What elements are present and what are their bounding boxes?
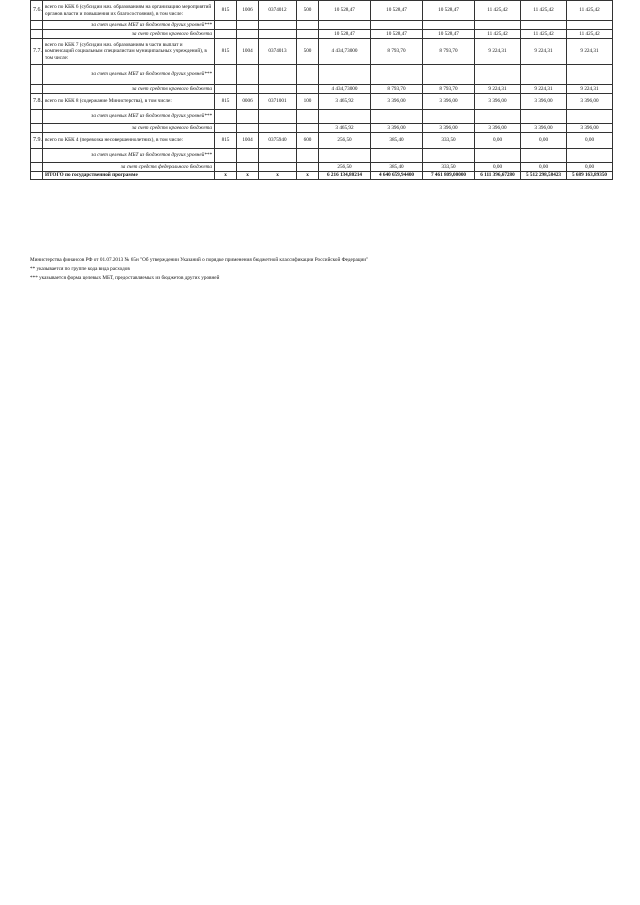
row-number (31, 65, 43, 85)
value-cell: 0,00 (567, 163, 613, 172)
value-cell: 11 425,42 (475, 1, 521, 21)
kbk-code-1: 815 (215, 133, 237, 149)
row-name: за счет целевых МБТ из бюджетов других уровней*** (43, 65, 215, 85)
value-cell: 11 425,42 (521, 1, 567, 21)
value-cell (521, 110, 567, 124)
row-number: 7.7. (31, 39, 43, 65)
kbk-code-4 (297, 110, 319, 124)
kbk-code-1 (215, 110, 237, 124)
table-row (31, 163, 613, 172)
row-number (31, 110, 43, 124)
table-row (31, 149, 613, 163)
kbk-code-1 (215, 21, 237, 30)
row-name: всего по КБК 6 (субсидии нач. образованиям на организацию мероприятий органов власти и повышения их благосостояния), в том числе: (43, 1, 215, 21)
table-row (31, 172, 613, 180)
value-cell (423, 21, 475, 30)
value-cell: 3 396,00 (423, 124, 475, 133)
kbk-code-2: 1004 (237, 39, 259, 65)
value-cell: 3 396,00 (371, 94, 423, 110)
kbk-code-2: 1006 (237, 1, 259, 21)
kbk-code-3 (259, 65, 297, 85)
value-cell (521, 21, 567, 30)
kbk-code-2 (237, 149, 259, 163)
row-name: всего по КБК 8 (содержание Министерства), в том числе: (43, 94, 215, 110)
kbk-code-1 (215, 65, 237, 85)
value-cell: 10 528,47 (371, 1, 423, 21)
row-number (31, 172, 43, 180)
kbk-code-3: 0371001 (259, 94, 297, 110)
footnote-2: ** указывается по группе кода вида расходов (30, 266, 130, 272)
footnote-3: *** указывается форма целевых МБТ, предоставляемых из бюджетов других уровней (30, 275, 220, 281)
value-cell: 9 224,31 (521, 39, 567, 65)
value-cell: 8 793,70 (371, 39, 423, 65)
footnotes (30, 256, 590, 283)
kbk-code-1: х (215, 172, 237, 180)
kbk-code-4: 600 (297, 133, 319, 149)
row-number (31, 21, 43, 30)
value-cell: 0,00 (567, 133, 613, 149)
table-body (31, 1, 613, 180)
row-name: за счет средств краевого бюджета (43, 85, 215, 94)
kbk-code-2 (237, 21, 259, 30)
value-cell: 11 425,42 (567, 1, 613, 21)
kbk-code-3 (259, 163, 297, 172)
value-cell: 6 111 396,67280 (475, 172, 521, 180)
row-number (31, 124, 43, 133)
row-name: за счет целевых МБТ из бюджетов других уровней*** (43, 21, 215, 30)
value-cell (423, 110, 475, 124)
table-row (31, 85, 613, 94)
value-cell: 256,50 (319, 163, 371, 172)
value-cell (319, 21, 371, 30)
value-cell: 3 396,00 (567, 124, 613, 133)
row-number: 7.9. (31, 133, 43, 149)
value-cell: 385,40 (371, 163, 423, 172)
kbk-code-4: х (297, 172, 319, 180)
kbk-code-3: 0374013 (259, 39, 297, 65)
kbk-code-1: 815 (215, 1, 237, 21)
value-cell: 9 224,31 (475, 39, 521, 65)
value-cell: 256,50 (319, 133, 371, 149)
table-row (31, 94, 613, 110)
value-cell: 3 396,00 (567, 94, 613, 110)
kbk-code-2: х (237, 172, 259, 180)
value-cell: 10 528,47 (423, 1, 475, 21)
value-cell: 5 512 298,58423 (521, 172, 567, 180)
value-cell: 8 793,70 (423, 39, 475, 65)
value-cell (475, 149, 521, 163)
kbk-code-1 (215, 149, 237, 163)
value-cell: 333,50 (423, 163, 475, 172)
table-row (31, 133, 613, 149)
value-cell: 9 224,31 (521, 85, 567, 94)
value-cell: 3 396,00 (423, 94, 475, 110)
value-cell: 8 793,70 (423, 85, 475, 94)
value-cell (567, 65, 613, 85)
value-cell (371, 65, 423, 85)
kbk-code-1 (215, 124, 237, 133)
table-row (31, 39, 613, 65)
value-cell: 10 528,47 (319, 1, 371, 21)
kbk-code-3: 0374012 (259, 1, 297, 21)
row-name: за счет средств федерального бюджета (43, 163, 215, 172)
kbk-code-4: 500 (297, 39, 319, 65)
value-cell: 4 640 659,94400 (371, 172, 423, 180)
value-cell (521, 149, 567, 163)
kbk-code-1 (215, 163, 237, 172)
value-cell: 3 465,92 (319, 94, 371, 110)
kbk-code-3 (259, 30, 297, 39)
kbk-code-2 (237, 30, 259, 39)
value-cell: 9 224,31 (475, 85, 521, 94)
row-number (31, 85, 43, 94)
kbk-code-3 (259, 149, 297, 163)
kbk-code-4: 500 (297, 1, 319, 21)
value-cell: 385,40 (371, 133, 423, 149)
value-cell: 5 689 163,89350 (567, 172, 613, 180)
kbk-code-4: 100 (297, 94, 319, 110)
kbk-code-1: 815 (215, 94, 237, 110)
value-cell: 10 528,47 (319, 30, 371, 39)
value-cell: 333,50 (423, 133, 475, 149)
kbk-code-3 (259, 110, 297, 124)
row-name: за счет средств краевого бюджета (43, 30, 215, 39)
value-cell (423, 149, 475, 163)
row-number: 7.6. (31, 1, 43, 21)
row-name: ИТОГО по государственной программе (43, 172, 215, 180)
kbk-code-2: 0006 (237, 94, 259, 110)
value-cell (567, 110, 613, 124)
row-name: за счет средств краевого бюджета (43, 124, 215, 133)
kbk-code-4 (297, 21, 319, 30)
kbk-code-2 (237, 65, 259, 85)
value-cell: 6 216 134,80214 (319, 172, 371, 180)
value-cell: 0,00 (521, 133, 567, 149)
value-cell: 10 528,47 (423, 30, 475, 39)
kbk-code-3: х (259, 172, 297, 180)
table-row (31, 65, 613, 85)
table-row (31, 124, 613, 133)
kbk-code-1: 815 (215, 39, 237, 65)
table-row (31, 1, 613, 21)
kbk-code-2 (237, 163, 259, 172)
row-name: за счет целевых МБТ из бюджетов других уровней*** (43, 149, 215, 163)
kbk-code-3: 0375940 (259, 133, 297, 149)
value-cell: 3 396,00 (521, 94, 567, 110)
value-cell: 11 425,42 (567, 30, 613, 39)
table-row (31, 21, 613, 30)
table-row (31, 30, 613, 39)
value-cell: 4 434,73000 (319, 39, 371, 65)
kbk-code-2 (237, 110, 259, 124)
row-number (31, 30, 43, 39)
value-cell: 10 528,47 (371, 30, 423, 39)
value-cell: 0,00 (475, 133, 521, 149)
value-cell: 9 224,31 (567, 39, 613, 65)
value-cell: 11 425,42 (475, 30, 521, 39)
row-name: за счет целевых МБТ из бюджетов других уровней*** (43, 110, 215, 124)
kbk-code-1 (215, 30, 237, 39)
kbk-code-3 (259, 124, 297, 133)
value-cell: 4 434,73000 (319, 85, 371, 94)
value-cell: 3 465,92 (319, 124, 371, 133)
value-cell (567, 21, 613, 30)
value-cell (423, 65, 475, 85)
value-cell (371, 149, 423, 163)
value-cell: 3 396,00 (371, 124, 423, 133)
value-cell (319, 65, 371, 85)
value-cell (319, 110, 371, 124)
value-cell: 7 461 809,00000 (423, 172, 475, 180)
value-cell (371, 110, 423, 124)
value-cell: 0,00 (521, 163, 567, 172)
kbk-code-4 (297, 65, 319, 85)
kbk-code-4 (297, 124, 319, 133)
row-number (31, 163, 43, 172)
kbk-code-2 (237, 85, 259, 94)
value-cell: 3 396,00 (475, 94, 521, 110)
value-cell (475, 110, 521, 124)
value-cell: 0,00 (475, 163, 521, 172)
value-cell (521, 65, 567, 85)
row-name: всего по КБК 4 (перевозка несовершеннолетних), в том числе: (43, 133, 215, 149)
kbk-code-1 (215, 85, 237, 94)
value-cell: 8 793,70 (371, 85, 423, 94)
value-cell: 3 396,00 (475, 124, 521, 133)
budget-table (30, 0, 613, 180)
footnote-1: Министерства финансов РФ от 01.07.2013 № 65н "Об утверждении Указаний о порядке применения бюджетной классификации Российской Федерации" (30, 257, 369, 263)
kbk-code-4 (297, 30, 319, 39)
row-name: всего по КБК 7 (субсидии нач. образованиям в части выплат и компенсаций социальным специалистам муниципальных учреждений), в том числе: (43, 39, 215, 65)
kbk-code-3 (259, 85, 297, 94)
kbk-code-3 (259, 21, 297, 30)
kbk-code-2: 1004 (237, 133, 259, 149)
row-number (31, 149, 43, 163)
value-cell: 11 425,42 (521, 30, 567, 39)
row-number: 7.8. (31, 94, 43, 110)
value-cell (475, 21, 521, 30)
budget-table-section (30, 0, 612, 180)
table-row (31, 110, 613, 124)
kbk-code-4 (297, 163, 319, 172)
value-cell (567, 149, 613, 163)
kbk-code-4 (297, 149, 319, 163)
value-cell (475, 65, 521, 85)
kbk-code-4 (297, 85, 319, 94)
kbk-code-2 (237, 124, 259, 133)
value-cell (371, 21, 423, 30)
value-cell: 3 396,00 (521, 124, 567, 133)
value-cell: 9 224,31 (567, 85, 613, 94)
value-cell (319, 149, 371, 163)
